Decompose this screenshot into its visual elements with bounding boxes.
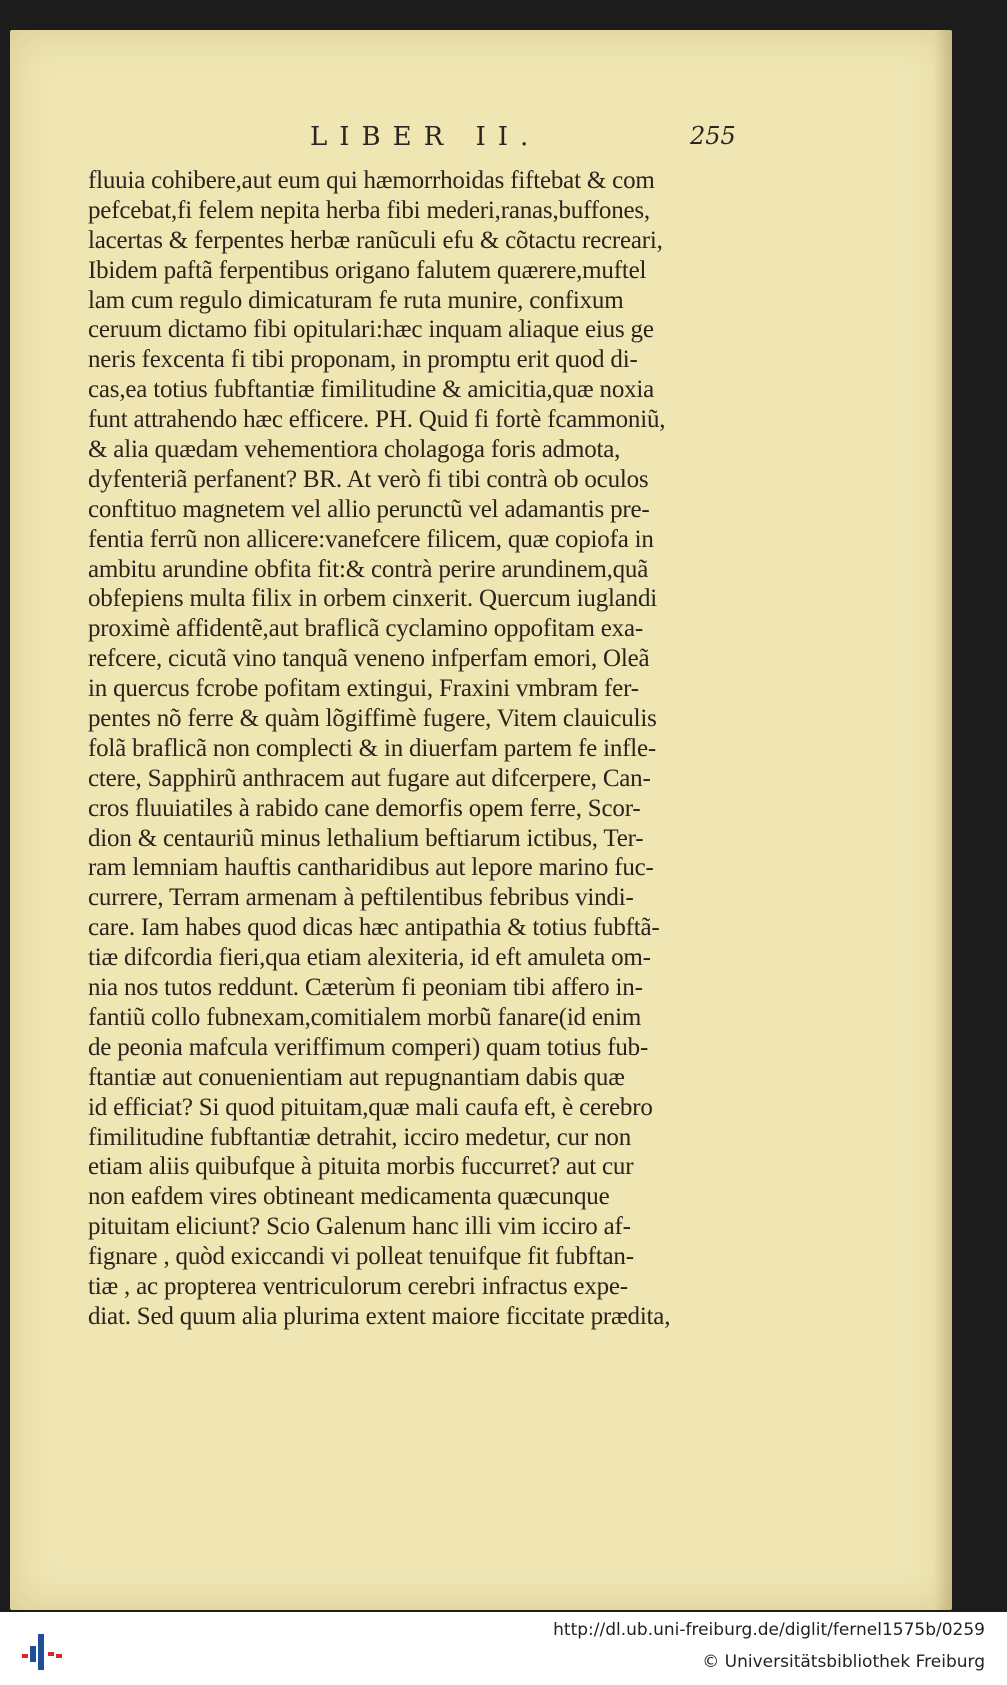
text-line: Ibidem paftã ferpentibus origano falutem quærere,muftel xyxy=(88,256,647,284)
ub-freiburg-logo-icon xyxy=(22,1632,62,1672)
text-line: cas,ea totius fubftantiæ fimilitudine & amicitia,quæ noxia xyxy=(88,376,655,404)
text-line: de peonia mafcula veriffimum comperi) quam totius fub- xyxy=(88,1033,649,1061)
text-line: fentia ferrũ non allicere:vanefcere filicem, quæ copiofa in xyxy=(88,525,654,553)
text-line: nia nos tutos reddunt. Cæterùm fi peoniam tibi affero in- xyxy=(88,974,643,1002)
text-line: refcere, cicutã vino tanquã veneno infperfam emori, Oleã xyxy=(88,645,650,673)
text-line: id efficiat? Si quod pituitam,quæ mali caufa eft, è cerebro xyxy=(88,1093,653,1121)
text-line: ambitu arundine obfita fit:& contrà perire arundinem,quã xyxy=(88,555,649,583)
text-line: in quercus fcrobe pofitam extingui, Fraxini vmbram fer- xyxy=(88,675,639,703)
text-line: dion & centauriũ minus lethalium beftiarum ictibus, Ter- xyxy=(88,824,644,852)
text-line: pentes nõ ferre & quàm lõgiffimè fugere, Vitem clauiculis xyxy=(88,705,657,733)
footer-bar xyxy=(0,1612,1007,1685)
text-line: ctere, Sapphirũ anthracem aut fugare aut difcerpere, Can- xyxy=(88,764,651,792)
text-line: pefcebat,fi felem nepita herba fibi mederi,ranas,buffones, xyxy=(88,196,650,224)
text-line: etiam aliis quibufque à pituita morbis fuccurret? aut cur xyxy=(88,1153,634,1181)
source-url-link[interactable]: http://dl.ub.uni-freiburg.de/diglit/fernel1575b/0259 xyxy=(553,1620,985,1640)
text-line: currere, Terram armenam à peftilentibus febribus vindi- xyxy=(88,884,634,912)
book-page xyxy=(10,30,952,1610)
text-line: fignare , quòd exiccandi vi polleat tenuifque fit fubftan- xyxy=(88,1243,634,1271)
text-line: ceruum dictamo fibi opitulari:hæc inquam aliaque eius ge xyxy=(88,316,654,344)
text-line: fluuia cohibere,aut eum qui hæmorrhoidas fiftebat & com xyxy=(88,167,655,194)
text-line: obfepiens multa filix in orbem cinxerit. Quercum iuglandi xyxy=(88,585,658,613)
text-line: lam cum regulo dimicaturam fe ruta munire, confixum xyxy=(88,286,624,314)
text-line: lacertas & ferpentes herbæ ranũculi efu & cõtactu recreari, xyxy=(88,226,663,254)
text-line: care. Iam habes quod dicas hæc antipathia & totius fubftã- xyxy=(88,914,660,942)
text-line: ftantiæ aut conuenientiam aut repugnantiam dabis quæ xyxy=(88,1063,625,1091)
text-line: conftituo magnetem vel allio perunctũ vel adamantis pre- xyxy=(88,495,650,523)
text-line: ram lemniam hauftis cantharidibus aut lepore marino fuc- xyxy=(88,854,654,882)
copyright-notice: © Universitätsbibliothek Freiburg xyxy=(702,1652,985,1672)
text-line: tiæ difcordia fieri,qua etiam alexiteria, id eft amuleta om- xyxy=(88,944,651,972)
page-number: 255 xyxy=(690,122,736,150)
text-line: & alia quædam vehementiora cholagoga foris admota, xyxy=(88,436,621,464)
text-line: folã braflicã non complecti & in diuerfam partem fe infle- xyxy=(88,734,657,762)
text-line: proximè affidentẽ,aut braflicã cyclamino oppofitam exa- xyxy=(88,615,643,643)
text-line: diat. Sed quum alia plurima extent maiore ficcitate prædita, xyxy=(88,1302,671,1330)
text-line: non eafdem vires obtineant medicamenta quæcunque xyxy=(88,1183,610,1211)
text-line: cros fluuiatiles à rabido cane demorfis opem ferre, Scor- xyxy=(88,794,641,822)
text-line: fantiũ collo fubnexam,comitialem morbũ fanare(id enim xyxy=(88,1003,642,1031)
text-line: neris fexcenta fi tibi proponam, in promptu erit quod di- xyxy=(88,346,638,374)
text-line: funt attrahendo hæc efficere. PH. Quid fi fortè fcammoniũ, xyxy=(88,406,666,434)
text-line: dyfenteriã perfanent? BR. At verò fi tibi contrà ob oculos xyxy=(88,465,649,493)
text-line: fimilitudine fubftantiæ detrahit, icciro medetur, cur non xyxy=(88,1123,631,1151)
text-line: tiæ , ac propterea ventriculorum cerebri infractus expe- xyxy=(88,1272,628,1300)
body-text xyxy=(88,166,738,1332)
running-head: LIBER II. xyxy=(310,122,541,152)
text-line: pituitam eliciunt? Scio Galenum hanc illi vim icciro af- xyxy=(88,1213,631,1241)
